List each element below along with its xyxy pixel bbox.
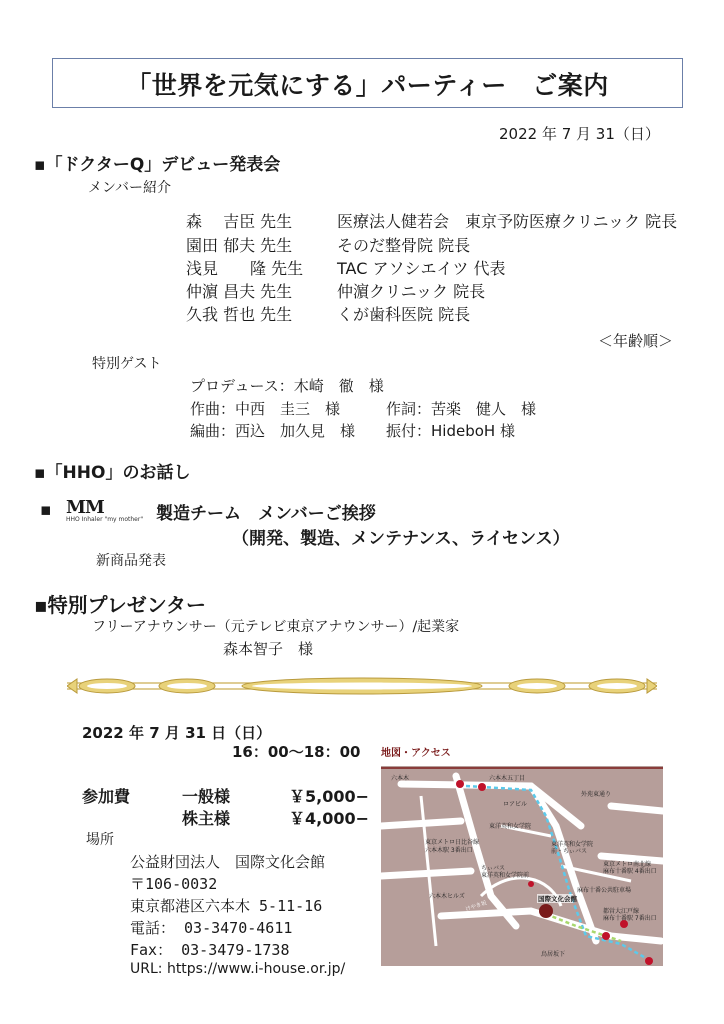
map-label: 東洋英和女学院前 xyxy=(481,872,530,879)
member-affiliation: 仲濵クリニック 院長 xyxy=(337,282,486,301)
event-date: 2022 年 7 月 31 日（日） xyxy=(82,724,272,742)
map-label: 六本木ヒルズ xyxy=(429,893,465,900)
fee-label: 参加費 xyxy=(82,787,131,806)
presenter-name: 森本智子 様 xyxy=(223,640,314,658)
map-title: 地図・アクセス xyxy=(381,748,451,759)
map-label: 東洋英和女学院 xyxy=(551,841,594,848)
member-name: 森 吉臣 先生 xyxy=(186,212,293,231)
bus-stop-marker xyxy=(528,881,534,887)
presenter-heading: ▪特別プレゼンター xyxy=(34,593,206,617)
bullet-icon: ▪ xyxy=(34,155,46,175)
member-affiliation: くが歯科医院 院長 xyxy=(337,305,471,324)
map-label: 六本木五丁目 xyxy=(489,775,526,782)
fax: Fax： 03-3479-1738 xyxy=(130,941,290,959)
producer: プロデュース：木崎 徹 様 xyxy=(190,377,384,395)
venue-name: 公益財団法人 国際文化会館 xyxy=(130,853,326,871)
debut-heading: ▪「ドクターQ」デビュー発表会 xyxy=(34,155,281,175)
title-box xyxy=(52,58,683,108)
address: 東京都港区六本木 5-11-16 xyxy=(130,897,323,915)
map-label: ちぃバス xyxy=(481,865,506,872)
map-label: 麻布十番公共駐車場 xyxy=(577,887,632,894)
mm-logo: MM HHO Inhaler "my mother" xyxy=(66,497,144,523)
access-map[interactable] xyxy=(381,758,663,974)
fee-general: ￥5,000− xyxy=(289,787,370,806)
map-label: 鳥居坂下 xyxy=(541,951,566,958)
composer: 作曲：中西 圭三 様 xyxy=(190,400,341,418)
member-affiliation: TAC アソシエイツ 代表 xyxy=(337,259,506,278)
map-label: 東洋英和女学院 xyxy=(489,823,532,830)
members-label: メンバー紹介 xyxy=(88,180,172,196)
bullet-icon: ▪ xyxy=(34,593,48,617)
presenter-role: フリーアナウンサー（元テレビ東京アナウンサー）/起業家 xyxy=(92,619,460,635)
member-affiliation: そのだ整骨院 院長 xyxy=(337,236,471,255)
member-name: 久我 哲也 先生 xyxy=(186,305,293,324)
fee-shareholder-label: 株主様 xyxy=(182,809,231,828)
map-label: 前・ちぃバス xyxy=(551,848,588,855)
guests-label: 特別ゲスト xyxy=(92,356,162,372)
station-marker xyxy=(456,780,464,788)
member-name: 浅見 隆 先生 xyxy=(186,259,304,278)
event-time: 16：00～18：00 xyxy=(232,743,361,761)
map-label: 国際文化会館 xyxy=(538,895,577,903)
station-marker xyxy=(478,783,486,791)
venue-marker xyxy=(539,904,553,918)
phone: 電話： 03-3470-4611 xyxy=(130,919,293,937)
age-order-note: ＜年齢順＞ xyxy=(598,332,674,350)
team-subheading: （開発、製造、メンテナンス、ライセンス） xyxy=(232,529,570,549)
map-label: 麻布十番駅 4番出口 xyxy=(603,868,657,875)
postal-code: 〒106-0032 xyxy=(130,875,218,893)
map-label: 六本木 xyxy=(391,775,410,782)
hho-heading: ▪「HHO」のお話し xyxy=(34,463,191,483)
map-label: 外苑東通り xyxy=(581,791,612,798)
map-label: 都営大江戸線 xyxy=(603,908,640,915)
member-affiliation: 医療法人健若会 東京予防医療クリニック 院長 xyxy=(337,212,678,231)
map-label: 東京メトロ日比谷線 xyxy=(425,839,480,846)
top-date: 2022 年 7 月 31（日） xyxy=(499,125,660,143)
new-product: 新商品発表 xyxy=(96,553,166,569)
choreographer: 振付：HideboH 様 xyxy=(386,422,515,440)
map-label: 東京メトロ南北線 xyxy=(603,861,652,868)
member-name: 仲濵 昌夫 先生 xyxy=(186,282,293,301)
arranger: 編曲：西込 加久見 様 xyxy=(190,422,356,440)
ornament-divider xyxy=(67,673,657,699)
venue-url[interactable]: URL: https://www.i-house.or.jp/ xyxy=(130,961,346,977)
map-label: 六本木駅 3番出口 xyxy=(425,847,473,854)
station-marker xyxy=(602,932,610,940)
fee-general-label: 一般様 xyxy=(182,787,231,806)
lyricist: 作詞：苦楽 健人 様 xyxy=(386,400,537,418)
place-label: 場所 xyxy=(86,832,114,848)
page-title: 「世界を元気にする」パーティー ご案内 xyxy=(126,71,609,100)
map-label: ロアビル xyxy=(503,801,528,808)
station-marker xyxy=(645,957,653,965)
map-label: 麻布十番駅 7番出口 xyxy=(603,915,657,922)
bullet-icon: ▪ xyxy=(40,500,52,520)
fee-shareholder: ￥4,000− xyxy=(289,809,370,828)
team-heading: 製造チーム メンバーご挨拶 xyxy=(156,504,376,524)
bullet-icon: ▪ xyxy=(34,463,46,483)
map-label: けやき坂 xyxy=(464,900,488,913)
member-name: 園田 郁夫 先生 xyxy=(186,236,293,255)
